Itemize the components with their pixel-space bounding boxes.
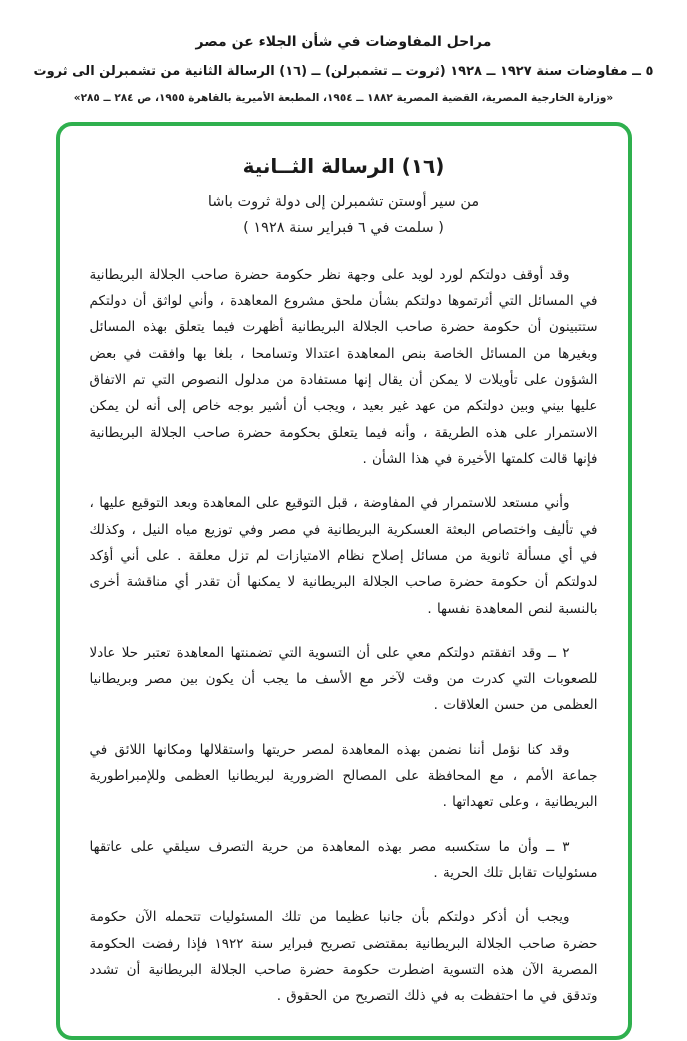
letter-body — [90, 262, 598, 1010]
letter-sender-line: من سير أوستن تشمبرلن إلى دولة ثروت باشا — [207, 193, 480, 210]
letter-date-line: ( سلمت في ٦ فبراير سنة ١٩٢٨ ) — [243, 219, 444, 236]
letter-paragraph: ويجب أن أذكر دولتكم بأن جانبا عظيما من تلك المسئوليات تتحمله الآن حكومة حضرة صاحب الجلالة البريطانية بمقتضى تصريح فبراير سنة ١٩٢٢ فإذا رفضت الحكومة المصرية الآن هذه التسوية اضطرت حكومة حضرة صاحب الجلالة البريطانية أن تشدد وتدقق في ما احتفظت به في ذلك التصريح من الحقوق . — [89, 909, 598, 1005]
letter-paragraph: ٢ ــ وقد اتفقتم دولتكم معي على أن التسوية التي تضمنتها المعاهدة تعتبر حلا عادلا للصعوبات التي كدرت من وقت لآخر مع الأسف ما يجب أن يكون بين مصر وبريطانيا العظمى من حسن العلاقات . — [89, 644, 598, 714]
letter-paragraph: وقد كنا نؤمل أننا نضمن بهذه المعاهدة لمصر حريتها واستقلالها ومكانها اللائق في جماعة الأمم ، مع المحافظة على المصالح الضرورية لبريطانيا العظمى وللإمبراطورية البريطانية ، وعلى تعهداتها . — [89, 741, 598, 811]
letter-paragraph: وأني مستعد للاستمرار في المفاوضة ، قبل التوقيع على المعاهدة وبعد التوقيع عليها ، في تأليف واختصاص البعثة العسكرية البريطانية في مصر وفي توزيع مياه النيل ، وكذلك في أي مسألة ثانوية من مسائل إصلاح نظام الامتيازات لم تزل معلقة . على أني أؤكد لدولتكم أن حكومة حضرة صاحب الجلالة البريطانية لا يمكنها أن تقدر أي مناقشة أخرى بالنسبة لنص المعاهدة نفسها . — [89, 495, 598, 617]
header-source-citation: «وزارة الخارجية المصرية، القضية المصرية ١٨٨٢ ــ ١٩٥٤، المطبعة الأميرية بالقاهرة ١٩٥٥، ص ٢٨٤ ــ ٢٨٥» — [73, 91, 614, 104]
letter-paragraph: ٣ ــ وأن ما ستكسبه مصر بهذه المعاهدة من حرية التصرف سيلقي على عاتقها مسئوليات تقابل تلك الحرية . — [89, 838, 598, 882]
header-subtitle: ٥ ــ مفاوضات سنة ١٩٢٧ ــ ١٩٢٨ (ثروت ــ تشمبرلن) ــ (١٦) الرسالة الثانية من تشمبرلن الى ثروت — [33, 64, 654, 79]
letter-title: (١٦) الرسالة الثــانية — [242, 153, 445, 178]
page-header — [24, 34, 664, 104]
header-title: مراحل المفاوضات في شأن الجلاء عن مصر — [195, 34, 492, 50]
letter-paragraph: وقد أوقف دولتكم لورد لويد على وجهة نظر حكومة حضرة صاحب الجلالة البريطانية في المسائل التي أثرتموها دولتكم بشأن ملحق مشروع المعاهدة ، وأني لواثق أن دولتكم ستتبينون أن حكومة حضرة صاحب الجلالة البريطانية أظهرت فيما يتعلق بهذه المسائل وبغيرها من المسائل الخاصة بنص المعاهدة اعتدالا وتسامحا ، بلغا بها وافقت في بعض الشؤون على تأويلات لا يمكن أن يقال إنها مستفادة من مدلول النصوص التي تم الاتفاق عليها بيني وبين دولتكم من عهد غير بعيد ، ويجب أن أشير بوجه خاص إلى أنه لن يمكن الاستمرار على هذه الطريقة ، وأنه فيما يتعلق بحكومة حضرة صاحب الجلالة البريطانية فإنها قالت كلمتها الأخيرة في هذا الشأن . — [89, 266, 598, 467]
green-bordered-document-box — [56, 122, 632, 1040]
